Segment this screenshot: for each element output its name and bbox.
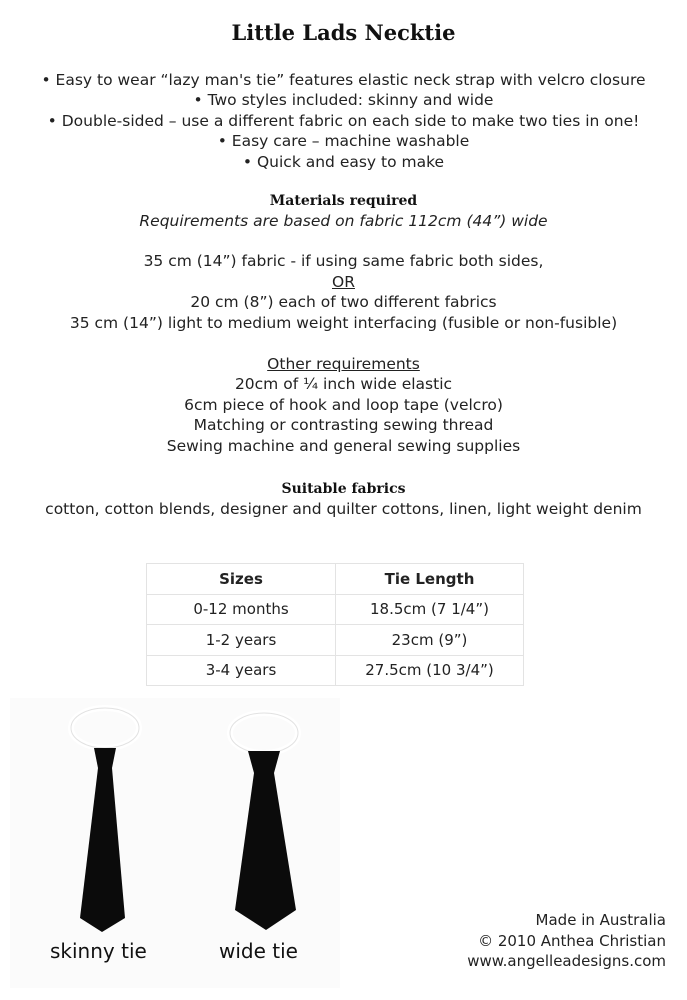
feature-item: • Easy to wear “lazy man's tie” features elastic neck strap with velcro closure <box>41 71 646 89</box>
table-cell: 23cm (9”) <box>336 625 524 656</box>
website-link[interactable]: www.angelleadesigns.com <box>467 952 666 970</box>
materials-line: 35 cm (14”) fabric - if using same fabric both sides, <box>143 252 544 271</box>
skinny-tie-caption: skinny tie <box>50 939 147 963</box>
table-cell: 27.5cm (10 3/4”) <box>336 655 524 686</box>
footer-credits <box>467 910 666 972</box>
other-requirements-section <box>0 354 687 456</box>
other-item: Sewing machine and general sewing supplies <box>166 436 521 455</box>
other-item: Matching or contrasting sewing thread <box>193 416 494 435</box>
skinny-tie-image <box>71 708 139 932</box>
table-header: Tie Length <box>336 564 524 595</box>
wide-tie-caption: wide tie <box>219 939 298 963</box>
wide-tie-image <box>230 713 298 930</box>
fabrics-text: cotton, cotton blends, designer and quilter cottons, linen, light weight denim <box>45 500 642 518</box>
table-header-row <box>147 564 524 595</box>
fabrics-heading: Suitable fabrics <box>281 481 406 497</box>
table-cell: 18.5cm (7 1/4”) <box>336 594 524 625</box>
materials-section <box>0 191 687 333</box>
feature-item: • Two styles included: skinny and wide <box>193 91 494 110</box>
other-item: 6cm piece of hook and loop tape (velcro) <box>184 395 503 414</box>
materials-note: Requirements are based on fabric 112cm (44”) wide <box>139 212 548 230</box>
size-table <box>146 563 524 686</box>
table-row <box>147 655 524 686</box>
table-header: Sizes <box>147 564 336 595</box>
materials-line: 35 cm (14”) light to medium weight interfacing (fusible or non-fusible) <box>69 313 618 332</box>
table-row <box>147 594 524 625</box>
spacer <box>0 231 687 251</box>
feature-list <box>0 70 687 172</box>
materials-or: OR <box>332 272 355 291</box>
feature-item: • Double-sided – use a different fabric on each side to make two ties in one! <box>47 111 640 130</box>
other-item: 20cm of ¼ inch wide elastic <box>234 375 453 394</box>
feature-item: • Quick and easy to make <box>242 152 445 171</box>
table-row <box>147 625 524 656</box>
other-heading: Other requirements <box>267 355 420 373</box>
copyright-text: © 2010 Anthea Christian <box>478 931 666 950</box>
feature-item: • Easy care – machine washable <box>217 132 470 151</box>
materials-line: 20 cm (8”) each of two different fabrics <box>190 293 497 312</box>
table-cell: 0-12 months <box>147 594 336 625</box>
materials-heading: Materials required <box>269 193 418 209</box>
table-cell: 3-4 years <box>147 655 336 686</box>
page-title: Little Lads Necktie <box>231 20 456 45</box>
fabrics-section <box>0 479 687 519</box>
table-cell: 1-2 years <box>147 625 336 656</box>
origin-text: Made in Australia <box>535 911 666 929</box>
